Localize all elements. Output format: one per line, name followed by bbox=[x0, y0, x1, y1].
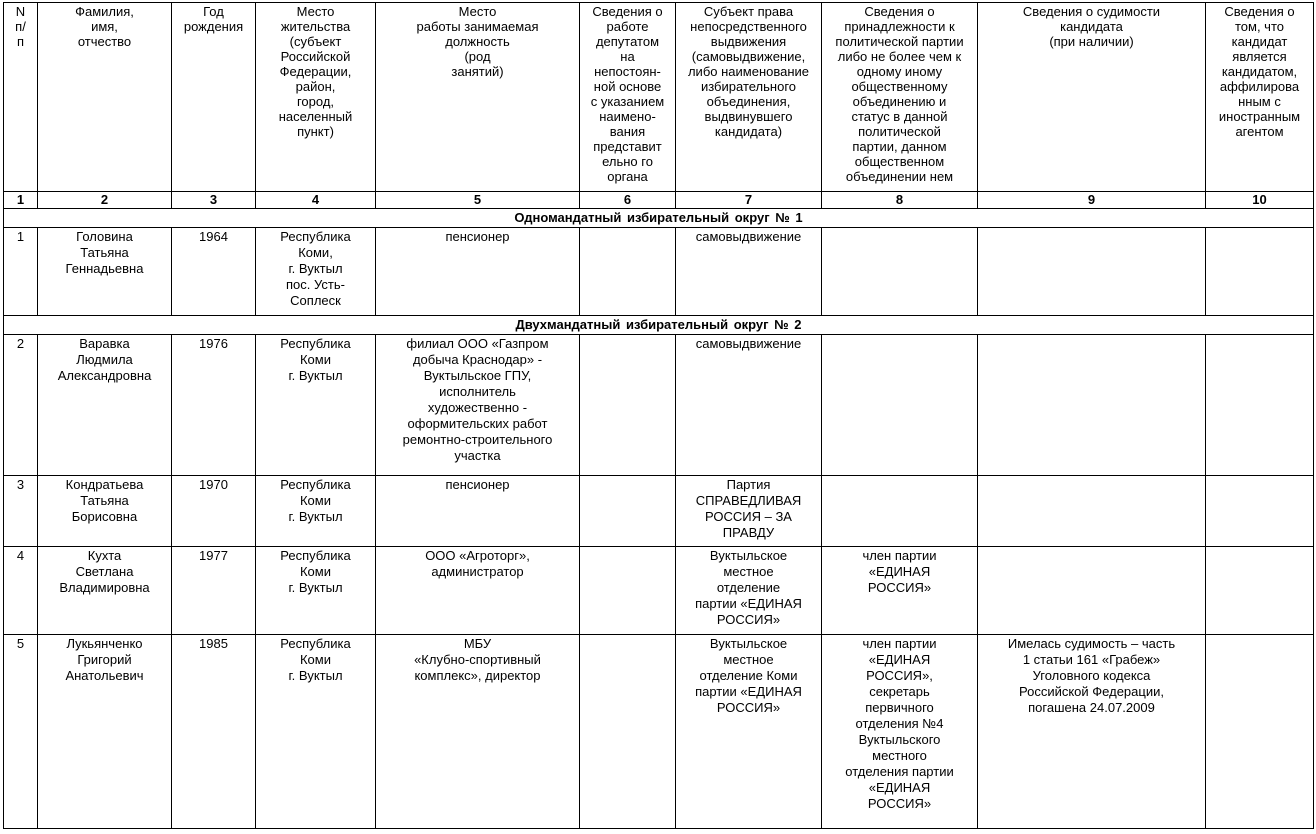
cell-deputy-work bbox=[580, 476, 676, 547]
cell-residence: Республика Коми г. Вуктыл bbox=[256, 476, 376, 547]
cell-deputy-work bbox=[580, 635, 676, 829]
cell-number: 4 bbox=[4, 547, 38, 635]
header-criminal-record: Сведения о судимости кандидата (при наличии) bbox=[978, 3, 1206, 192]
candidate-row bbox=[4, 335, 1314, 476]
cell-criminal-record bbox=[978, 476, 1206, 547]
column-number: 4 bbox=[256, 192, 376, 209]
column-number-row bbox=[4, 192, 1314, 209]
cell-number: 5 bbox=[4, 635, 38, 829]
column-number: 2 bbox=[38, 192, 172, 209]
cell-nominator: самовыдвижение bbox=[676, 228, 822, 316]
column-number: 8 bbox=[822, 192, 978, 209]
cell-full-name: Варавка Людмила Александровна bbox=[38, 335, 172, 476]
cell-foreign-agent bbox=[1206, 635, 1314, 829]
cell-party-membership bbox=[822, 228, 978, 316]
cell-workplace: ООО «Агроторг», администратор bbox=[376, 547, 580, 635]
cell-birth-year: 1976 bbox=[172, 335, 256, 476]
section-title: Одномандатный избирательный округ № 1 bbox=[4, 209, 1314, 228]
candidate-row bbox=[4, 635, 1314, 829]
header-workplace: Место работы занимаемая должность (род занятий) bbox=[376, 3, 580, 192]
cell-residence: Республика Коми г. Вуктыл bbox=[256, 335, 376, 476]
header-birth-year: Год рождения bbox=[172, 3, 256, 192]
section-row bbox=[4, 209, 1314, 228]
column-number: 7 bbox=[676, 192, 822, 209]
cell-criminal-record bbox=[978, 228, 1206, 316]
cell-party-membership: член партии «ЕДИНАЯ РОССИЯ» bbox=[822, 547, 978, 635]
cell-criminal-record: Имелась судимость – часть 1 статьи 161 «Грабеж» Уголовного кодекса Российской Федерации, погашена 24.07.2009 bbox=[978, 635, 1206, 829]
header-nominator: Субъект права непосредственного выдвижения (самовыдвижение, либо наименование избирательного объединения, выдвинувшего кандидата) bbox=[676, 3, 822, 192]
cell-workplace: пенсионер bbox=[376, 228, 580, 316]
column-number: 3 bbox=[172, 192, 256, 209]
section-title: Двухмандатный избирательный округ № 2 bbox=[4, 316, 1314, 335]
cell-workplace: пенсионер bbox=[376, 476, 580, 547]
header-number: N п/ п bbox=[4, 3, 38, 192]
cell-workplace: МБУ «Клубно-спортивный комплекс», директор bbox=[376, 635, 580, 829]
column-number: 6 bbox=[580, 192, 676, 209]
cell-workplace: филиал ООО «Газпром добыча Краснодар» - Вуктыльское ГПУ, исполнитель художественно - оформительских работ ремонтно-строительного участка bbox=[376, 335, 580, 476]
cell-birth-year: 1985 bbox=[172, 635, 256, 829]
column-number: 9 bbox=[978, 192, 1206, 209]
cell-birth-year: 1964 bbox=[172, 228, 256, 316]
cell-number: 1 bbox=[4, 228, 38, 316]
cell-residence: Республика Коми г. Вуктыл bbox=[256, 635, 376, 829]
cell-birth-year: 1977 bbox=[172, 547, 256, 635]
cell-full-name: Кондратьева Татьяна Борисовна bbox=[38, 476, 172, 547]
cell-full-name: Головина Татьяна Геннадьевна bbox=[38, 228, 172, 316]
cell-foreign-agent bbox=[1206, 335, 1314, 476]
cell-birth-year: 1970 bbox=[172, 476, 256, 547]
section-row bbox=[4, 316, 1314, 335]
cell-foreign-agent bbox=[1206, 476, 1314, 547]
column-number: 10 bbox=[1206, 192, 1314, 209]
candidate-row bbox=[4, 547, 1314, 635]
column-number: 5 bbox=[376, 192, 580, 209]
header-party-membership: Сведения о принадлежности к политической партии либо не более чем к одному иному общественному объединению и статус в данной политической партии, данном общественном объединении нем bbox=[822, 3, 978, 192]
cell-criminal-record bbox=[978, 335, 1206, 476]
candidates-table bbox=[3, 2, 1314, 829]
header-row bbox=[4, 3, 1314, 192]
cell-deputy-work bbox=[580, 228, 676, 316]
header-foreign-agent: Сведения о том, что кандидат является кандидатом, аффилирова нным с иностранным агентом bbox=[1206, 3, 1314, 192]
cell-deputy-work bbox=[580, 335, 676, 476]
cell-residence: Республика Коми г. Вуктыл bbox=[256, 547, 376, 635]
cell-number: 3 bbox=[4, 476, 38, 547]
candidate-row bbox=[4, 476, 1314, 547]
cell-nominator: Вуктыльское местное отделение партии «ЕДИНАЯ РОССИЯ» bbox=[676, 547, 822, 635]
cell-foreign-agent bbox=[1206, 547, 1314, 635]
cell-nominator: Партия СПРАВЕДЛИВАЯ РОССИЯ – ЗА ПРАВДУ bbox=[676, 476, 822, 547]
header-residence: Место жительства (субъект Российской Федерации, район, город, населенный пункт) bbox=[256, 3, 376, 192]
cell-criminal-record bbox=[978, 547, 1206, 635]
cell-party-membership bbox=[822, 335, 978, 476]
cell-party-membership: член партии «ЕДИНАЯ РОССИЯ», секретарь первичного отделения №4 Вуктыльского местного отделения партии «ЕДИНАЯ РОССИЯ» bbox=[822, 635, 978, 829]
header-full-name: Фамилия, имя, отчество bbox=[38, 3, 172, 192]
cell-nominator: Вуктыльское местное отделение Коми партии «ЕДИНАЯ РОССИЯ» bbox=[676, 635, 822, 829]
table-body bbox=[4, 3, 1314, 829]
cell-full-name: Лукьянченко Григорий Анатольевич bbox=[38, 635, 172, 829]
cell-deputy-work bbox=[580, 547, 676, 635]
cell-full-name: Кухта Светлана Владимировна bbox=[38, 547, 172, 635]
candidate-row bbox=[4, 228, 1314, 316]
column-number: 1 bbox=[4, 192, 38, 209]
cell-foreign-agent bbox=[1206, 228, 1314, 316]
cell-residence: Республика Коми, г. Вуктыл пос. Усть- Соплеск bbox=[256, 228, 376, 316]
cell-number: 2 bbox=[4, 335, 38, 476]
cell-nominator: самовыдвижение bbox=[676, 335, 822, 476]
header-deputy-work: Сведения о работе депутатом на непостоян- ной основе с указанием наимено- вания представит ельно го органа bbox=[580, 3, 676, 192]
cell-party-membership bbox=[822, 476, 978, 547]
